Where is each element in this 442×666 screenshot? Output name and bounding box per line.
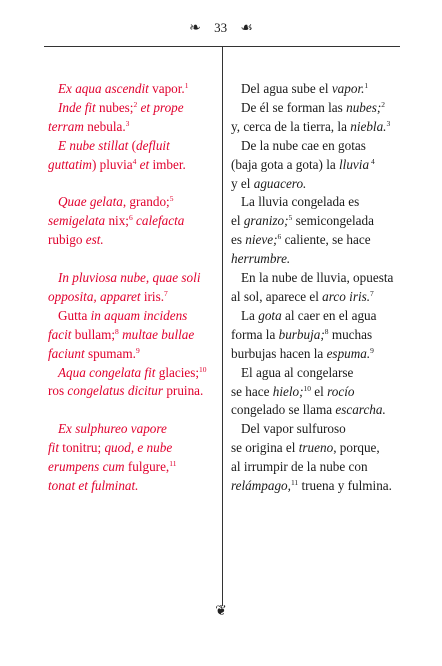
- latin-line: [48, 307, 220, 326]
- text-segment: El agua al congelarse: [241, 364, 354, 380]
- text-segment: E nube stillat: [58, 137, 129, 153]
- paragraph-gap: [48, 401, 220, 420]
- footnote-ref: 6: [277, 232, 282, 242]
- footnote-ref: 10: [199, 364, 207, 374]
- spanish-line: [231, 212, 411, 231]
- text-segment: el: [311, 383, 328, 399]
- spanish-line: [231, 288, 411, 307]
- text-segment: quod, e nube: [104, 440, 173, 456]
- footnote-ref: 7: [164, 288, 168, 298]
- latin-line: [48, 288, 220, 307]
- text-segment: lluvia: [339, 156, 370, 172]
- footnote-ref: 4: [369, 156, 375, 166]
- text-segment: al irrumpir de la nube con: [231, 459, 368, 475]
- footnote-ref: 3: [125, 118, 130, 128]
- text-segment: La: [241, 307, 259, 323]
- text-segment: se hace: [231, 383, 273, 399]
- spanish-line: [231, 231, 411, 250]
- text-segment: Aqua congelata fit: [58, 364, 156, 380]
- spanish-line: [231, 401, 411, 420]
- text-segment: burbuja;: [278, 326, 325, 342]
- text-segment: caliente, se hace: [281, 232, 371, 248]
- spanish-line: [231, 269, 411, 288]
- text-segment: In pluviosa nube, quae soli: [58, 270, 201, 286]
- text-segment: rocío: [327, 383, 355, 399]
- footnote-ref: 8: [324, 326, 329, 336]
- text-segment: tonitru;: [59, 440, 105, 456]
- text-segment: truena y fulmina.: [298, 478, 392, 494]
- spanish-line: [231, 345, 411, 364]
- footnote-ref: 2: [133, 99, 138, 109]
- spanish-line: [231, 364, 411, 383]
- spanish-line: [231, 439, 411, 458]
- spanish-line: [231, 156, 411, 175]
- text-segment: Del agua sube el: [241, 81, 332, 96]
- text-segment: defluit: [136, 137, 170, 153]
- text-segment: est.: [85, 232, 104, 248]
- text-segment: glacies;: [155, 364, 200, 380]
- text-segment: nubes;: [95, 99, 134, 115]
- footnote-ref: 8: [115, 326, 119, 336]
- text-segment: granizo;: [243, 213, 289, 229]
- text-segment: fit: [48, 440, 59, 456]
- text-segment: erumpens cum: [48, 459, 125, 475]
- page-header: [0, 18, 442, 38]
- footnote-ref: 6: [128, 213, 133, 223]
- text-segment: nieve;: [245, 232, 278, 248]
- text-segment: iris.: [140, 288, 165, 304]
- footnote-ref: 11: [169, 459, 177, 469]
- spanish-line: [231, 118, 411, 137]
- text-segment: arco iris.: [322, 288, 371, 304]
- latin-line: [48, 118, 220, 137]
- text-segment: calefacta: [132, 213, 185, 229]
- text-segment: vapor.: [148, 81, 185, 96]
- spanish-line: [231, 307, 411, 326]
- text-segment: Ex aqua ascendit: [58, 81, 149, 96]
- text-segment: nubes;: [346, 99, 382, 115]
- text-segment: Ex sulphureo vapore: [58, 421, 167, 437]
- text-segment: bullam;: [71, 326, 116, 342]
- ornament-left-icon: ❧: [189, 21, 201, 36]
- footnote-ref: 1: [364, 81, 369, 90]
- text-segment: terram: [48, 118, 84, 134]
- text-segment: De la nube cae en gotas: [241, 137, 366, 153]
- latin-line: [48, 156, 220, 175]
- text-segment: tonat et fulminat.: [48, 477, 139, 493]
- latin-line: [48, 345, 220, 364]
- ornament-right-icon: ☙: [240, 21, 253, 36]
- spanish-line: [231, 326, 411, 345]
- footnote-ref: 5: [288, 213, 293, 223]
- latin-line: [48, 193, 220, 212]
- text-segment: , grando;: [122, 194, 170, 210]
- spanish-line: [231, 250, 411, 269]
- text-segment: hielo;: [272, 383, 304, 399]
- paragraph-gap: [48, 175, 220, 194]
- footnote-ref: 3: [386, 118, 391, 128]
- latin-line: [48, 269, 220, 288]
- footnote-ref: 11: [290, 478, 299, 488]
- spanish-line: [231, 458, 411, 477]
- latin-column: [48, 80, 220, 496]
- text-segment: herrumbre.: [231, 251, 291, 267]
- spanish-line: [231, 175, 411, 194]
- text-segment: al caer en el agua: [281, 307, 377, 323]
- text-segment: niebla.: [350, 118, 387, 134]
- text-segment: congelatus dicitur: [67, 383, 164, 399]
- text-segment: trueno: [298, 440, 334, 456]
- text-segment: opposita, apparet: [48, 288, 141, 304]
- spanish-line: [231, 193, 411, 212]
- text-segment: De él se forman las: [241, 99, 347, 115]
- text-segment: fulgure,: [124, 459, 170, 475]
- footnote-ref: 10: [303, 383, 311, 393]
- latin-line: [48, 364, 220, 383]
- paragraph-gap: [48, 250, 220, 269]
- text-segment: gota: [258, 307, 282, 323]
- text-segment: (baja gota a gota) la: [231, 156, 340, 172]
- text-segment: ) pluvia: [91, 156, 133, 172]
- latin-line: [48, 231, 220, 250]
- text-segment: burbujas hacen la: [231, 345, 327, 361]
- text-segment: guttatim: [48, 156, 92, 172]
- text-segment: Quae gelata: [58, 194, 123, 210]
- text-segment: nebula.: [83, 118, 126, 134]
- text-segment: rubigo: [48, 232, 86, 248]
- text-segment: faciunt: [48, 345, 85, 361]
- text-segment: facit: [48, 326, 72, 342]
- footnote-ref: 9: [370, 345, 374, 355]
- text-segment: congelado se llama: [231, 402, 336, 418]
- text-segment: et prope: [137, 99, 184, 115]
- text-segment: y, cerca de la tierra, la: [231, 118, 351, 134]
- latin-line: [48, 382, 220, 401]
- text-segment: al sol, aparece el: [231, 288, 323, 304]
- text-segment: y el: [231, 175, 254, 191]
- footer-ornament-icon: ❦: [215, 604, 227, 619]
- spanish-line: [231, 80, 411, 99]
- text-segment: et: [136, 156, 150, 172]
- text-segment: el: [231, 213, 244, 229]
- latin-line: [48, 439, 220, 458]
- latin-line: [48, 326, 220, 345]
- latin-line: [48, 212, 220, 231]
- text-segment: forma la: [231, 326, 279, 342]
- latin-line: [48, 80, 220, 99]
- latin-line: [48, 137, 220, 156]
- footnote-ref: 7: [370, 288, 374, 298]
- text-segment: in aquam incidens: [90, 307, 188, 323]
- text-segment: nix;: [105, 213, 129, 229]
- text-segment: semicongelada: [292, 213, 374, 229]
- text-segment: vapor.: [331, 81, 365, 96]
- latin-line: [48, 458, 220, 477]
- text-segment: Del vapor sulfuroso: [241, 421, 346, 437]
- spanish-column: [231, 80, 411, 496]
- text-segment: espuma.: [326, 345, 371, 361]
- footnote-ref: 5: [169, 194, 174, 204]
- spanish-line: [231, 99, 411, 118]
- text-segment: se origina el: [231, 440, 299, 456]
- text-segment: muchas: [328, 326, 373, 342]
- text-segment: En la nube de lluvia, opuesta: [241, 270, 394, 286]
- spanish-line: [231, 383, 411, 402]
- text-segment: spumam.: [84, 345, 136, 361]
- footnote-ref: 1: [184, 81, 189, 90]
- text-segment: (: [128, 137, 137, 153]
- text-segment: multae bullae: [118, 326, 195, 342]
- text-segment: pruina.: [163, 383, 204, 399]
- page-number: 33: [214, 20, 228, 35]
- text-segment: relámpago,: [231, 478, 291, 494]
- text-segment: La lluvia congelada es: [241, 194, 360, 210]
- text-segment: , porque,: [333, 440, 380, 456]
- text-segment: Gutta: [58, 307, 91, 323]
- spanish-line: [231, 477, 411, 496]
- spanish-line: [231, 420, 411, 439]
- text-segment: es: [231, 232, 246, 248]
- text-segment: aguacero.: [253, 175, 307, 191]
- latin-line: [48, 99, 220, 118]
- latin-line: [48, 420, 220, 439]
- text-segment: ros: [48, 383, 68, 399]
- latin-line: [48, 477, 220, 496]
- text-segment: imber.: [149, 156, 186, 172]
- footnote-ref: 4: [132, 156, 137, 166]
- column-divider: [222, 46, 223, 606]
- footnote-ref: 2: [381, 99, 386, 109]
- text-segment: Inde fit: [58, 99, 96, 115]
- text-segment: semigelata: [48, 213, 106, 229]
- footnote-ref: 9: [135, 345, 140, 355]
- spanish-line: [231, 137, 411, 156]
- text-segment: escarcha.: [335, 402, 386, 418]
